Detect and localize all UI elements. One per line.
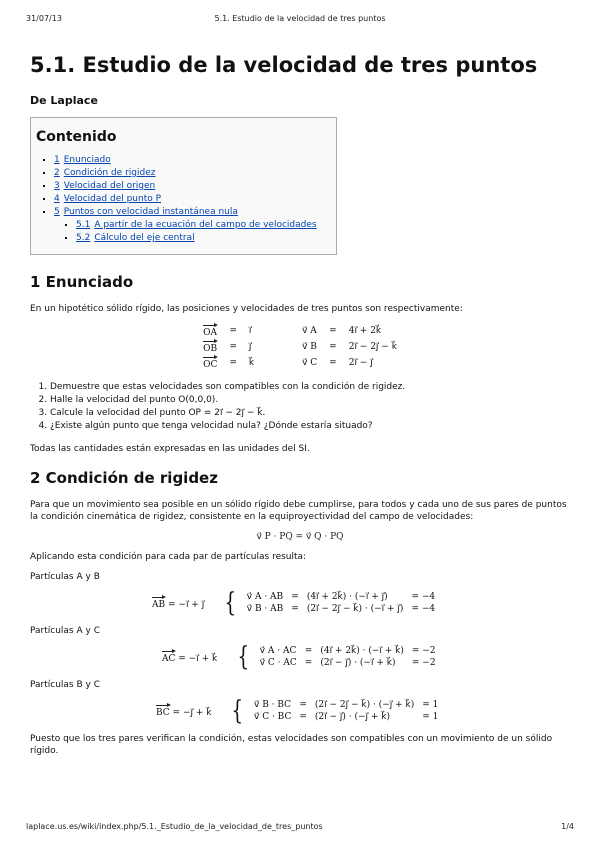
pair-ab-equation: AB = −ı⃗ + ȷ⃗ { v⃗ A · AB = (4ı⃗ + 2k⃗) · (−ı⃗ + ȷ⃗) = −4 v⃗ B · AB = (2ı⃗ − 2ȷ⃗ − k⃗) · (−ı⃗ + ȷ⃗) = −4 bbox=[30, 591, 570, 615]
toc-link-enunciado[interactable]: 1 Enunciado bbox=[54, 155, 111, 165]
pair-label-ac: Partículas A y C bbox=[30, 626, 100, 636]
pair-label-ab: Partículas A y B bbox=[30, 572, 100, 582]
equiprojectivity-equation: v⃗ P · PQ = v⃗ Q · PQ bbox=[256, 532, 344, 542]
toc-heading: Contenido bbox=[36, 129, 117, 145]
print-header bbox=[26, 14, 574, 26]
task-item: 2. Halle la velocidad del punto O(0,0,0). bbox=[50, 394, 570, 407]
toc-subitem bbox=[76, 219, 326, 232]
page-title: 5.1. Estudio de la velocidad de tres puntos bbox=[30, 53, 538, 77]
toc-link-eje-central[interactable]: 5.2 Cálculo del eje central bbox=[76, 233, 195, 243]
toc-link-ecuacion-campo[interactable]: 5.1 A partir de la ecuación del campo de velocidades bbox=[76, 220, 317, 230]
toc-link-velocidad-p[interactable]: 4 Velocidad del punto P bbox=[54, 194, 162, 204]
author-line: De Laplace bbox=[30, 94, 98, 107]
print-date: 31/07/13 bbox=[26, 14, 62, 23]
toc-item bbox=[54, 180, 326, 193]
toc-sublist bbox=[54, 219, 326, 245]
print-footer bbox=[26, 822, 574, 834]
vector-oc: OC bbox=[203, 356, 217, 370]
equation-row: OA = ı⃗ v⃗ A = 4ı⃗ + 2k⃗ bbox=[203, 326, 382, 338]
print-title: 5.1. Estudio de la velocidad de tres puntos bbox=[214, 14, 386, 23]
task-list bbox=[30, 381, 570, 433]
section2-conclusion: Puesto que los tres pares verifican la condición, estas velocidades son compatibles con un movimiento de un sólido rígido. bbox=[30, 734, 553, 756]
vector-ob: OB bbox=[203, 340, 217, 354]
section2-intro: Para que un movimiento sea posible en un sólido rígido debe cumplirse, para todos y cada uno de sus pares de puntos la condición cinemática de rigidez, consistente en la equiproyectividad del campo de velocidades: bbox=[30, 500, 567, 522]
toc-link-condicion[interactable]: 2 Condición de rigidez bbox=[54, 168, 156, 178]
task-item: 1. Demuestre que estas velocidades son compatibles con la condición de rigidez. bbox=[50, 381, 570, 394]
toc-item bbox=[54, 206, 326, 245]
pair-label-bc: Partículas B y C bbox=[30, 680, 100, 690]
equation-row: OC = k⃗ v⃗ C = 2ı⃗ − ȷ⃗ bbox=[203, 358, 373, 370]
toc-item bbox=[54, 193, 326, 206]
section2-apply: Aplicando esta condición para cada par de partículas resulta: bbox=[30, 552, 307, 562]
toc-subitem bbox=[76, 232, 326, 245]
toc-item bbox=[54, 154, 326, 167]
pair-ac-equation: AC = −ı⃗ + k⃗ { v⃗ A · AC = (4ı⃗ + 2k⃗) · (−ı⃗ + k⃗) = −2 v⃗ C · AC = (2ı⃗ − ȷ⃗) · (−ı⃗ + k⃗) = −2 bbox=[30, 645, 570, 669]
positions-velocities-table bbox=[197, 323, 403, 371]
section-heading-enunciado: 1 Enunciado bbox=[30, 273, 134, 291]
toc-list bbox=[36, 154, 326, 245]
pair-bc-system: v⃗ B · BC = (2ı⃗ − 2ȷ⃗ − k⃗) · (−ȷ⃗ + k⃗) = 1 v⃗ C · BC = (2ı⃗ − ȷ⃗) · (−ȷ⃗ + k⃗) = 1 bbox=[254, 700, 439, 722]
section-heading-condicion: 2 Condición de rigidez bbox=[30, 469, 218, 487]
vector-ab: AB bbox=[152, 596, 165, 610]
vector-ac: AC bbox=[162, 650, 175, 664]
pair-bc-equation: BC = −ȷ⃗ + k⃗ { v⃗ B · BC = (2ı⃗ − 2ȷ⃗ − k⃗) · (−ȷ⃗ + k⃗) = 1 v⃗ C · BC = (2ı⃗ − ȷ⃗) · (−ȷ⃗ + k⃗) = 1 bbox=[30, 699, 570, 723]
toc-item bbox=[54, 167, 326, 180]
section1-intro: En un hipotético sólido rígido, las posiciones y velocidades de tres puntos son respectivamente: bbox=[30, 304, 463, 314]
pair-ac-system: v⃗ A · AC = (4ı⃗ + 2k⃗) · (−ı⃗ + k⃗) = −2 v⃗ C · AC = (2ı⃗ − ȷ⃗) · (−ı⃗ + k⃗) = −2 bbox=[259, 646, 436, 668]
units-note: Todas las cantidades están expresadas en las unidades del SI. bbox=[30, 444, 310, 454]
pair-ab-system: v⃗ A · AB = (4ı⃗ + 2k⃗) · (−ı⃗ + ȷ⃗) = −4 v⃗ B · AB = (2ı⃗ − 2ȷ⃗ − k⃗) · (−ı⃗ + ȷ⃗) = −4 bbox=[246, 592, 436, 614]
task-item: 4. ¿Existe algún punto que tenga velocidad nula? ¿Dónde estaría situado? bbox=[50, 420, 570, 433]
print-url: laplace.us.es/wiki/index.php/5.1._Estudio_de_la_velocidad_de_tres_puntos bbox=[26, 822, 323, 831]
toc-link-puntos-nulos[interactable]: 5 Puntos con velocidad instantánea nula bbox=[54, 207, 238, 217]
toc-link-velocidad-origen[interactable]: 3 Velocidad del origen bbox=[54, 181, 156, 191]
page-number: 1/4 bbox=[561, 822, 574, 831]
equation-row: OB = ȷ⃗ v⃗ B = 2ı⃗ − 2ȷ⃗ − k⃗ bbox=[203, 342, 397, 354]
table-of-contents bbox=[30, 117, 337, 255]
vector-bc: BC bbox=[156, 704, 170, 718]
task-item: 3. Calcule la velocidad del punto OP = 2ı⃗ − 2ȷ⃗ − k⃗. bbox=[50, 407, 570, 420]
article-content bbox=[30, 40, 570, 765]
vector-oa: OA bbox=[203, 324, 217, 338]
